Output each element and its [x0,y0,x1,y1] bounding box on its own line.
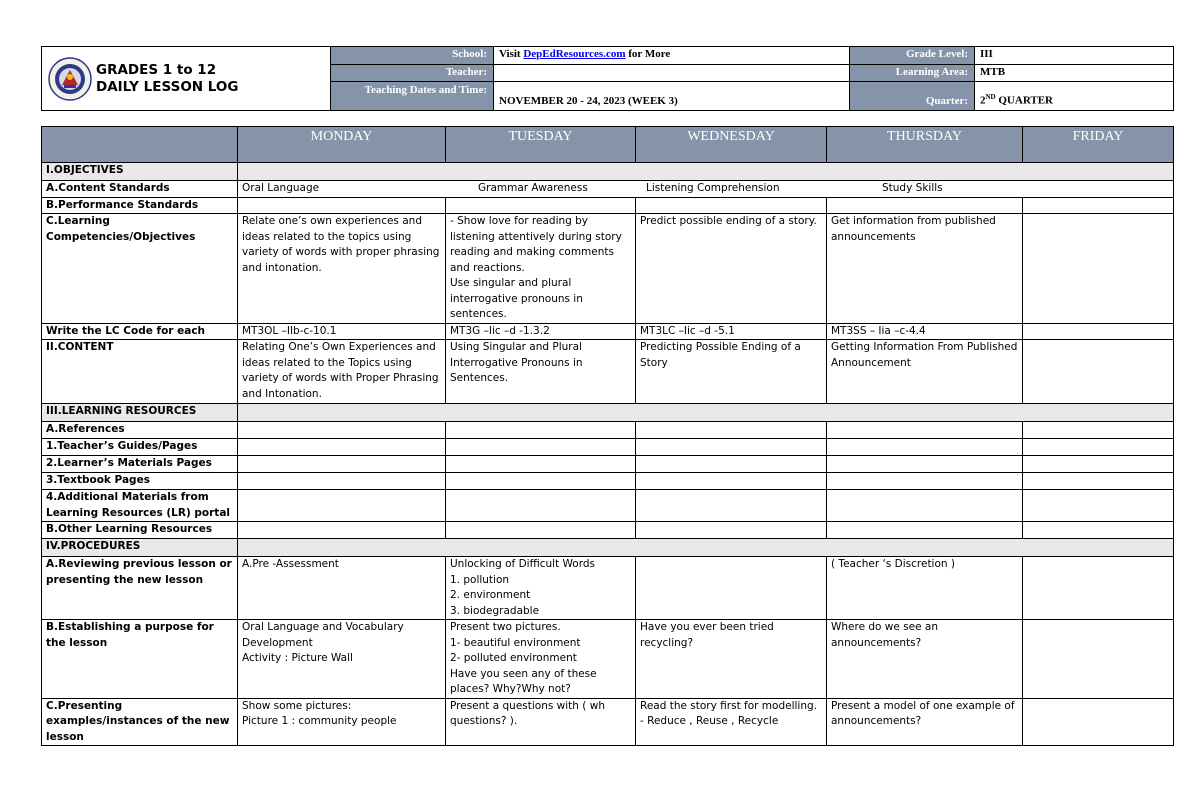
procedures-row [42,539,1174,557]
competency-thursday: Get information from published announcements [827,214,1023,324]
competency-wednesday: Predict possible ending of a story. [636,214,827,324]
purpose-tuesday: Present two pictures. 1- beautiful environment 2- polluted environment Have you seen any of these places? Why?Why not? [446,620,636,699]
purpose-wednesday: Have you ever been tried recycling? [636,620,827,699]
learning-resources-label: III.LEARNING RESOURCES [42,404,238,422]
lesson-log-table [41,126,1174,746]
presenting-wednesday: Read the story first for modelling. - Reduce , Reuse , Recycle [636,698,827,746]
learning-area-value: MTB [975,64,1174,82]
title-line2: DAILY LESSON LOG [96,78,239,95]
day-thursday: THURSDAY [827,127,1023,163]
reviewing-label: A.Reviewing previous lesson or presenting the new lesson [42,557,238,620]
lc-code-monday: MT3OL –IIb-c-10.1 [238,323,446,340]
content-tuesday: Using Singular and Plural Interrogative Pronouns in Sentences. [446,340,636,404]
content-thursday: Getting Information From Published Announcement [827,340,1023,404]
learners-materials-label: 2.Learner’s Materials Pages [42,456,238,473]
content-standards-row [42,181,1174,198]
other-resources-label: B.Other Learning Resources [42,522,238,539]
content-standard-listening: Listening Comprehension [646,182,780,194]
reviewing-wednesday [636,557,827,620]
reviewing-thursday: ( Teacher ‘s Discretion ) [827,557,1023,620]
competency-tuesday: - Show love for reading by listening attentively during story reading and making comments and reactions. Use singular and plural interrogative pronouns in sentences. [446,214,636,324]
school-label: School: [331,47,494,65]
procedures-label: IV.PROCEDURES [42,539,238,557]
school-value: Visit DepEdResources.com for More [494,47,850,65]
title-cell [42,47,331,111]
day-tuesday: TUESDAY [446,127,636,163]
reviewing-monday: A.Pre -Assessment [238,557,446,620]
purpose-row [42,620,1174,699]
content-label: II.CONTENT [42,340,238,404]
teacher-value [494,64,850,82]
competency-monday: Relate one’s own experiences and ideas related to the topics using variety of words with proper phrasing and intonation. [238,214,446,324]
objectives-label: I.OBJECTIVES [42,163,238,181]
teachers-guides-label: 1.Teacher’s Guides/Pages [42,439,238,456]
presenting-thursday: Present a model of one example of announcements? [827,698,1023,746]
teacher-label: Teacher: [331,64,494,82]
presenting-monday: Show some pictures: Picture 1 : community people [238,698,446,746]
learning-resources-row [42,404,1174,422]
purpose-monday: Oral Language and Vocabulary Development Activity : Picture Wall [238,620,446,699]
day-monday: MONDAY [238,127,446,163]
additional-materials-label: 4.Additional Materials from Learning Resources (LR) portal [42,490,238,522]
objectives-band [238,163,1174,181]
day-friday: FRIDAY [1023,127,1174,163]
title-line1: GRADES 1 to 12 [96,61,217,78]
reviewing-tuesday: Unlocking of Difficult Words 1. pollution 2. environment 3. biodegradable [446,557,636,620]
quarter-value: 2ND QUARTER [975,82,1174,111]
learning-area-label: Learning Area: [850,64,975,82]
purpose-label: B.Establishing a purpose for the lesson [42,620,238,699]
content-row [42,340,1174,404]
textbook-label: 3.Textbook Pages [42,473,238,490]
textbook-row [42,473,1174,490]
lc-code-label: Write the LC Code for each [42,323,238,340]
day-header-row [42,127,1174,163]
performance-standards-row [42,197,1174,214]
deped-resources-link[interactable]: DepEdResources.com [523,48,626,60]
lc-code-row [42,323,1174,340]
lc-code-wednesday: MT3LC –Iic –d -5.1 [636,323,827,340]
presenting-row [42,698,1174,746]
references-label: A.References [42,422,238,439]
teachers-guides-row [42,439,1174,456]
grade-level-value: III [975,47,1174,65]
content-wednesday: Predicting Possible Ending of a Story [636,340,827,404]
quarter-label: Quarter: [850,82,975,111]
day-wednesday: WEDNESDAY [636,127,827,163]
content-standards-values [238,181,1174,198]
header-table [41,46,1174,111]
content-standards-label: A.Content Standards [42,181,238,198]
content-monday: Relating One’s Own Experiences and ideas related to the Topics using variety of words with Proper Phrasing and Intonation. [238,340,446,404]
presenting-label: C.Presenting examples/instances of the new lesson [42,698,238,746]
performance-standards-label: B.Performance Standards [42,197,238,214]
competencies-label: C.Learning Competencies/Objectives [42,214,238,324]
content-standard-study: Study Skills [882,182,943,194]
content-standard-oral: Oral Language [242,182,320,194]
competencies-row [42,214,1174,324]
grade-level-label: Grade Level: [850,47,975,65]
purpose-thursday: Where do we see an announcements? [827,620,1023,699]
competency-friday [1023,214,1174,324]
additional-materials-row [42,490,1174,522]
content-standard-grammar: Grammar Awareness [478,182,588,194]
presenting-tuesday: Present a questions with ( wh questions? ). [446,698,636,746]
teaching-dates-label: Teaching Dates and Time: [331,82,494,111]
teaching-dates-value: NOVEMBER 20 - 24, 2023 (WEEK 3) [494,82,850,111]
objectives-row [42,163,1174,181]
references-row [42,422,1174,439]
lc-code-thursday: MT3SS – Iia –c-4.4 [827,323,1023,340]
lc-code-tuesday: MT3G –Iic –d -1.3.2 [446,323,636,340]
reviewing-row [42,557,1174,620]
corner-cell [42,127,238,163]
deped-seal-icon [48,57,92,101]
other-resources-row [42,522,1174,539]
learners-materials-row [42,456,1174,473]
